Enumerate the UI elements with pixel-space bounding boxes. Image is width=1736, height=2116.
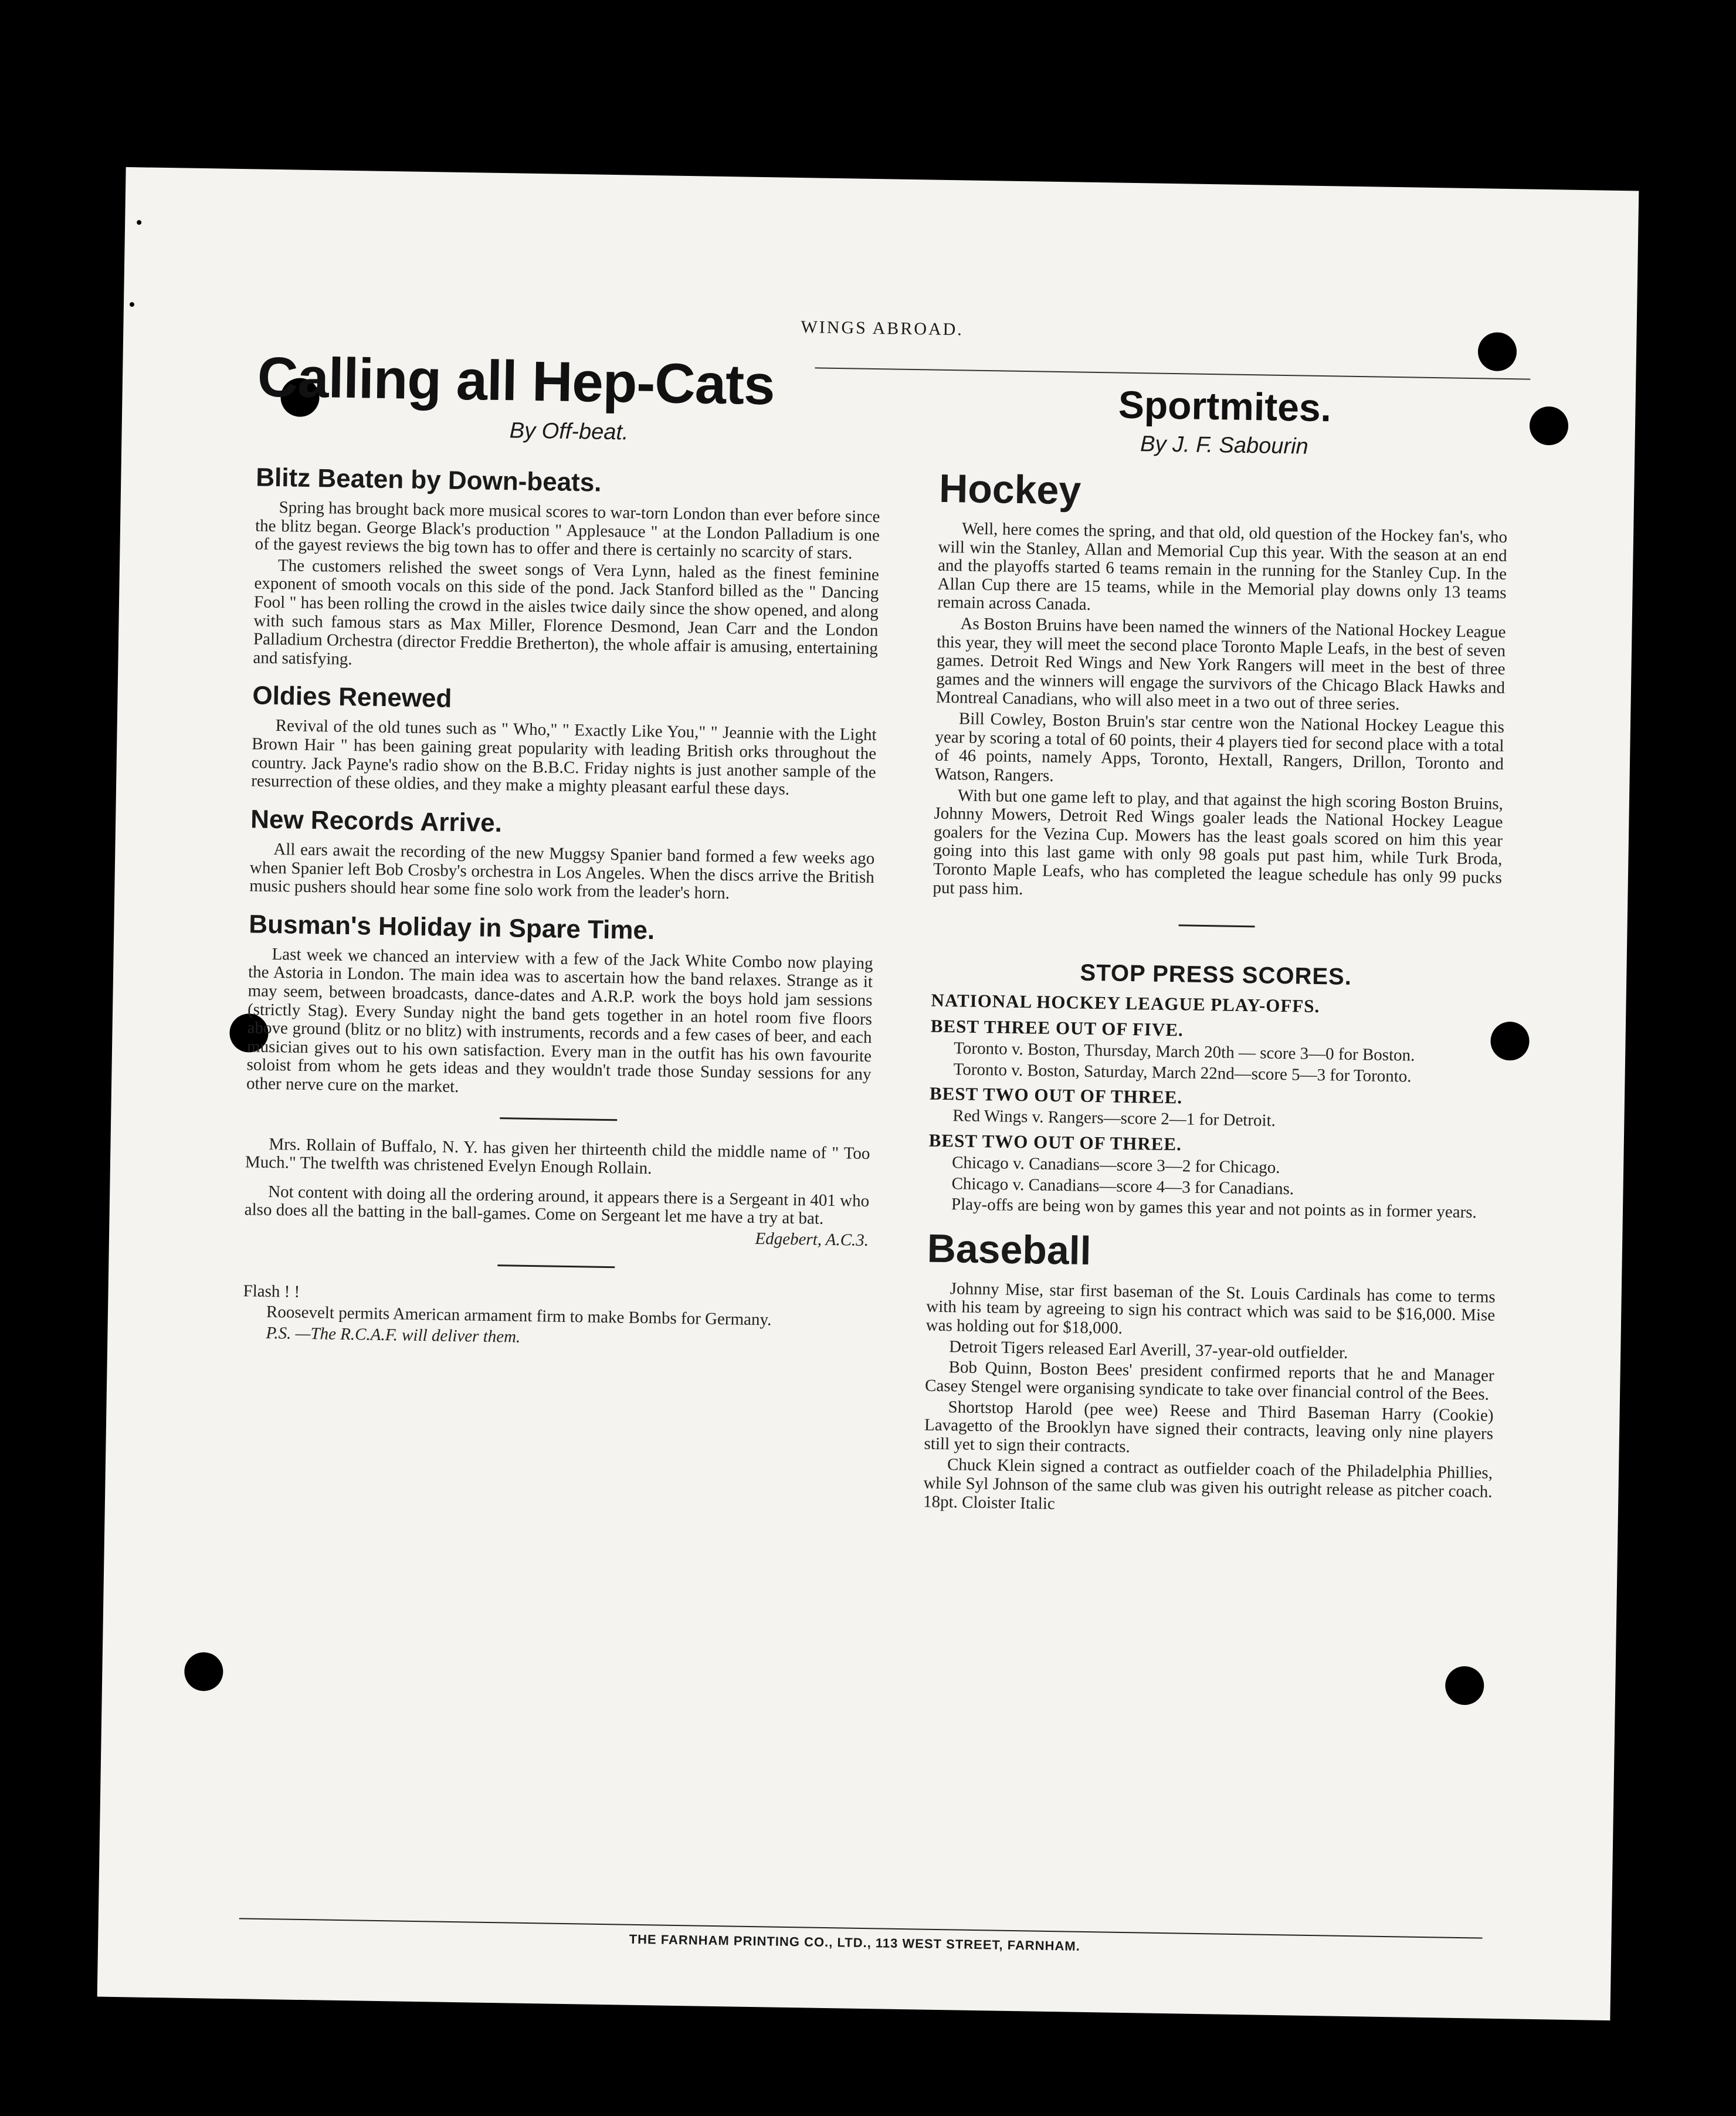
score-line: Chicago v. Canadians—score 3—2 for Chicago. [951,1153,1280,1178]
series-heading: BEST TWO OUT OF THREE. [928,1130,1182,1155]
note-paragraph: Mrs. Rollain of Buffalo, N. Y. has given her thirteenth child the middle name of " Too Much." The twelfth was christened Evelyn Enough Rollain. [245,1134,870,1178]
league-heading: NATIONAL HOCKEY LEAGUE PLAY-OFFS. [931,989,1320,1017]
article-paragraph: The customers relished the sweet songs of Vera Lynn, haled as the finest feminine exponent of smooth vocals on this side of the pond. Jack Stanford billed as the " Dancing Fool " has been rolling the crowd in the aisles twice daily since the show opened, and along with such famous stars as Max Miller, Florence Desmond, Jean Carr and the London Palladium Orchestra (director Freddie Bretherton), the whole affair is amusing, entertaining and satisfying. [253,555,880,669]
header-rule [815,367,1530,379]
hep-cats-masthead: Calling all Hep-Cats [257,345,775,417]
score-line: Toronto v. Boston, Thursday, March 20th — score 3—0 for Boston. [953,1039,1415,1065]
section-rule [1179,924,1255,927]
flash-label: Flash ! ! [243,1281,300,1301]
baseball-heading: Baseball [927,1226,1092,1273]
article-paragraph: Revival of the old tunes such as " Who," " Exactly Like You," " Jeannie with the Light Brown Hair " has been gaining great popularity with leading British orks throughout the country. Jack Payne's radio show on the B.B.C. Friday nights is just another sample of the resurrection of these oldies, and they make a mighty pleasant earful these days. [250,716,877,799]
article-paragraph: Shortstop Harold (pee wee) Reese and Third Baseman Harry (Cookie) Lavagetto of the Brooklyn have signed their contracts, leaving only nine players still yet to sign their contracts. [924,1397,1494,1456]
section-heading: Oldies Renewed [252,681,452,714]
score-line: Toronto v. Boston, Saturday, March 22nd—score 5—3 for Toronto. [953,1060,1412,1086]
sportmites-masthead: Sportmites. [1118,382,1332,430]
stop-press-heading: STOP PRESS SCORES. [1080,959,1352,991]
article-paragraph: All ears await the recording of the new Muggsy Spanier band formed a few weeks ago when Spanier left Bob Crosby's orchestra in Los Angeles. When the discs arrive the British music pushers should hear some fine solo work from the leader's horn. [249,839,875,903]
sportmites-byline: By J. F. Sabourin [1140,432,1309,459]
flash-text: Roosevelt permits American armament firm to make Bombs for Germany. [266,1303,772,1330]
section-rule [497,1264,615,1268]
postscript: P.S. —The R.C.A.F. will deliver them. [266,1323,521,1347]
article-paragraph: Well, here comes the spring, and that old, old question of the Hockey fan's, who will win the Stanley, Allan and Memorial Cup this year. With the season at an end and the playoffs started 6 teams remain in the running for the Stanley Cup. In the Allan Cup there are 15 teams, while in the Memorial play downs only 13 teams remain across Canada. [937,519,1508,615]
article-paragraph: Bob Quinn, Boston Bees' president confirmed reports that he and Manager Casey Stengel were organising syndicate to take over financial control of the Bees. [924,1358,1494,1404]
punch-hole [1477,332,1517,371]
section-heading: Blitz Beaten by Down-beats. [255,463,602,497]
score-line: Red Wings v. Rangers—score 2—1 for Detroit. [952,1106,1276,1131]
signature: Edgebert, A.C.3. [755,1229,869,1250]
speck [137,220,141,225]
punch-hole [1445,1666,1484,1705]
sportmites-column [923,379,1510,1522]
printer-footer: THE FARNHAM PRINTING CO., LTD., 113 WEST STREET, FARNHAM. [629,1931,1081,1954]
punch-hole [184,1652,223,1691]
section-heading: New Records Arrive. [250,805,503,838]
speck [130,302,134,307]
article-paragraph: Spring has brought back more musical scores to war-torn London than ever before since the blitz began. George Black's production " Applesauce " at the London Palladium is one of the gayest reviews the big town has to offer and there is certainly no scarcity of stars. [255,498,880,563]
series-heading: BEST THREE OUT OF FIVE. [930,1015,1184,1040]
article-paragraph: With but one game left to play, and that against the high scoring Boston Bruins, Johnny Mowers, Detroit Red Wings goaler leads the National Hockey League goalers for the Vezina Cup. Mowers has the least goals scored on him this year going into this last game with only 98 goals put past him, while Turk Broda, Toronto Maple Leafs, who has completed the league schedule has only 99 pucks put pass him. [933,785,1504,898]
punch-hole [1530,406,1569,446]
article-paragraph: Bill Cowley, Boston Bruin's star centre won the National Hockey League this year by scoring a total of 60 points, their 4 players tied for second place with a total of 46 points, namely Apps, Toronto, Hextall, Rangers, Drillon, Toronto and Watson, Rangers. [934,709,1505,785]
article-paragraph: Detroit Tigers released Earl Averill, 37-year-old outfielder. [948,1337,1348,1362]
section-heading: Busman's Holiday in Spare Time. [249,910,655,945]
section-rule [500,1117,617,1121]
article-paragraph: Johnny Mise, star first baseman of the St. Louis Cardinals has come to terms with his team by agreeing to sign his contract which was said to be $16,000. Mise was holding out for $18,000. [925,1279,1496,1338]
note-paragraph: Not content with doing all the ordering around, it appears there is a Sergeant in 401 who also does all the batting in the ball-games. Come on Sergeant let me have a try at bat. [244,1182,870,1229]
article-paragraph: Chuck Klein signed a contract as outfielder coach of the Philadelphia Phillies, while Syl Johnson of the same club was given his outright release as pitcher coach. 18pt. Cloister Italic [923,1455,1493,1513]
series-heading: BEST TWO OUT OF THREE. [929,1083,1183,1108]
hep-cats-column [242,345,883,1355]
article-paragraph: As Boston Bruins have been named the winners of the National Hockey League this year, they will meet the second place Toronto Maple Leafs, in the best of seven games. Detroit Red Wings and New York Rangers will meet in the best of three games and the winners will engage the survivors of the Chicago Black Hawks and Montreal Canadians, who will also meet in a two out of three series. [935,614,1506,714]
score-line: Chicago v. Canadians—score 4—3 for Canadians. [951,1174,1294,1199]
hockey-heading: Hockey [938,466,1081,513]
article-paragraph: Last week we chanced an interview with a few of the Jack White Combo now playing the Astoria in London. The main idea was to ascertain how the band relaxes. Strange as it may seem, between broadcasts, dance-dates and A.R.P. work the boys hold jam sessions (strictly Stag). Every Sunday night the band gets together in an hotel room five floors above ground (blitz or no blitz) with instruments, records and a few cases of beer, and each musician gives out to his own satisfaction. Every man in the outfit has his own favourite soloist from whom he gets ideas and they wouldn't trade those Sunday sessions for any other nerve cure on the market. [246,944,873,1097]
score-line: Play-offs are being won by games this year and not points as in former years. [951,1195,1477,1222]
newsletter-page [97,167,1639,2020]
hep-cats-byline: By Off-beat. [509,418,629,445]
running-head: WINGS ABROAD. [801,317,964,340]
